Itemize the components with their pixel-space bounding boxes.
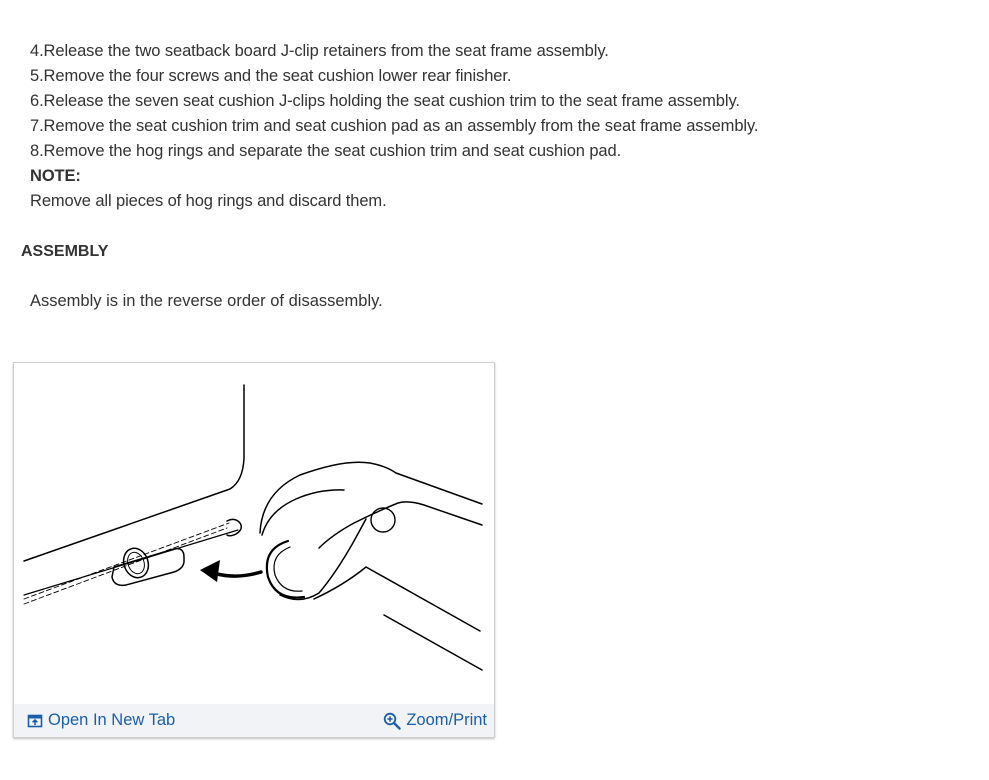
assembly-heading: ASSEMBLY xyxy=(21,243,109,260)
open-new-tab-icon xyxy=(27,713,43,729)
removal-arrow-shaft xyxy=(217,572,261,576)
pliers-pivot xyxy=(371,508,395,532)
held-hog-ring-inner xyxy=(274,547,302,591)
zoom-print-link[interactable] xyxy=(383,704,487,737)
step-7: 7.Remove the seat cushion trim and seat cushion pad as an assembly from the seat frame assembly. xyxy=(30,117,759,135)
pliers-upper-jaw xyxy=(260,462,482,548)
hog-ring xyxy=(120,545,153,581)
pliers-upper-inner xyxy=(262,490,344,535)
trim-dashed-2 xyxy=(24,528,227,604)
step-5: 5.Remove the four screws and the seat cushion lower rear finisher. xyxy=(30,67,512,85)
zoom-print-label: Zoom/Print xyxy=(406,711,487,729)
open-in-new-tab-label: Open In New Tab xyxy=(48,711,176,729)
note-label: NOTE: xyxy=(30,167,81,185)
hog-ring-removal-illustration xyxy=(14,363,494,704)
step-6: 6.Release the seven seat cushion J-clips holding the seat cushion trim to the seat frame assembly. xyxy=(30,92,740,110)
removal-arrow-head xyxy=(200,560,220,582)
step-4: 4.Release the two seatback board J-clip retainers from the seat frame assembly. xyxy=(30,42,609,60)
trim-dashed-1 xyxy=(24,523,229,599)
trim-slot xyxy=(227,519,241,535)
zoom-in-icon xyxy=(383,712,401,730)
seat-cushion-outline xyxy=(24,385,244,561)
pliers-lower-jaw xyxy=(280,519,482,670)
open-in-new-tab-link[interactable] xyxy=(27,704,175,737)
figure-footer xyxy=(14,704,494,737)
removal-steps xyxy=(30,39,758,214)
assembly-text: Assembly is in the reverse order of disassembly. xyxy=(30,292,383,310)
note-text: Remove all pieces of hog rings and discard them. xyxy=(30,192,387,210)
figure-card xyxy=(13,362,495,738)
step-8: 8.Remove the hog rings and separate the seat cushion trim and seat cushion pad. xyxy=(30,142,622,160)
